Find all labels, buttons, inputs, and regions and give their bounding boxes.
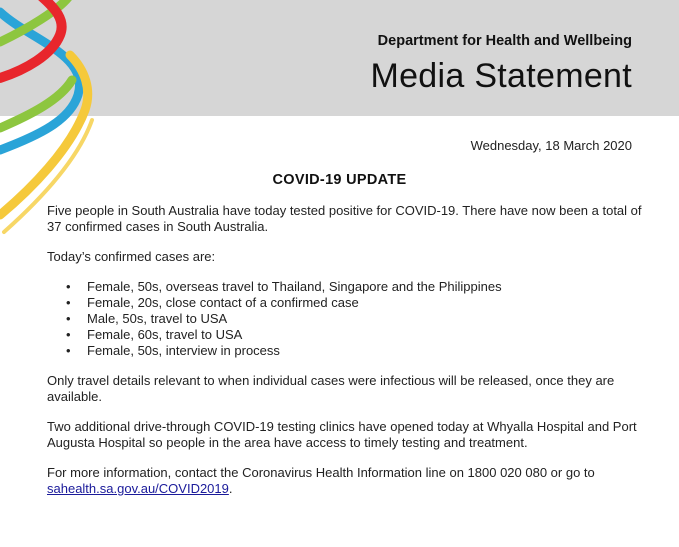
list-item: • Female, 60s, travel to USA [66, 327, 243, 342]
media-statement-title: Media Statement [370, 57, 632, 95]
department-name: Department for Health and Wellbeing [377, 33, 632, 49]
list-item: • Male, 50s, travel to USA [66, 311, 228, 326]
paragraph-travel-details: Only travel details relevant to when individual cases were infectious will be released, once they are available. [47, 373, 615, 404]
bullet-icon: • [66, 327, 71, 342]
bullet-icon: • [66, 311, 71, 326]
paragraph-testing-clinics: Two additional drive-through COVID-19 testing clinics have opened today at Whyalla Hospital and Port Augusta Hospital so people in the area have access to timely testing and treatment. [47, 419, 637, 450]
statement-date: Wednesday, 18 March 2020 [470, 138, 632, 153]
list-item: • Female, 50s, overseas travel to Thailand, Singapore and the Philippines [66, 279, 502, 294]
sahealth-link[interactable]: sahealth.sa.gov.au/COVID2019 [47, 481, 229, 496]
bullet-icon: • [66, 279, 71, 294]
confirmed-cases-list [47, 279, 647, 359]
list-item: • Female, 20s, close contact of a confirmed case [66, 295, 359, 310]
document-heading: COVID-19 UPDATE [272, 172, 407, 188]
paragraph-list-intro: Today’s confirmed cases are: [47, 249, 216, 264]
paragraph-more-info: For more information, contact the Coronavirus Health Information line on 1800 020 080 or go to sahealth.sa.gov.au/COVID2019. [47, 465, 595, 496]
bullet-icon: • [66, 343, 71, 358]
list-item: • Female, 50s, interview in process [66, 343, 280, 358]
statement-body [47, 203, 647, 511]
bullet-icon: • [66, 295, 71, 310]
paragraph-cases-total: Five people in South Australia have today tested positive for COVID-19. There have now been a total of 37 confirmed cases in South Australia. [47, 203, 642, 234]
